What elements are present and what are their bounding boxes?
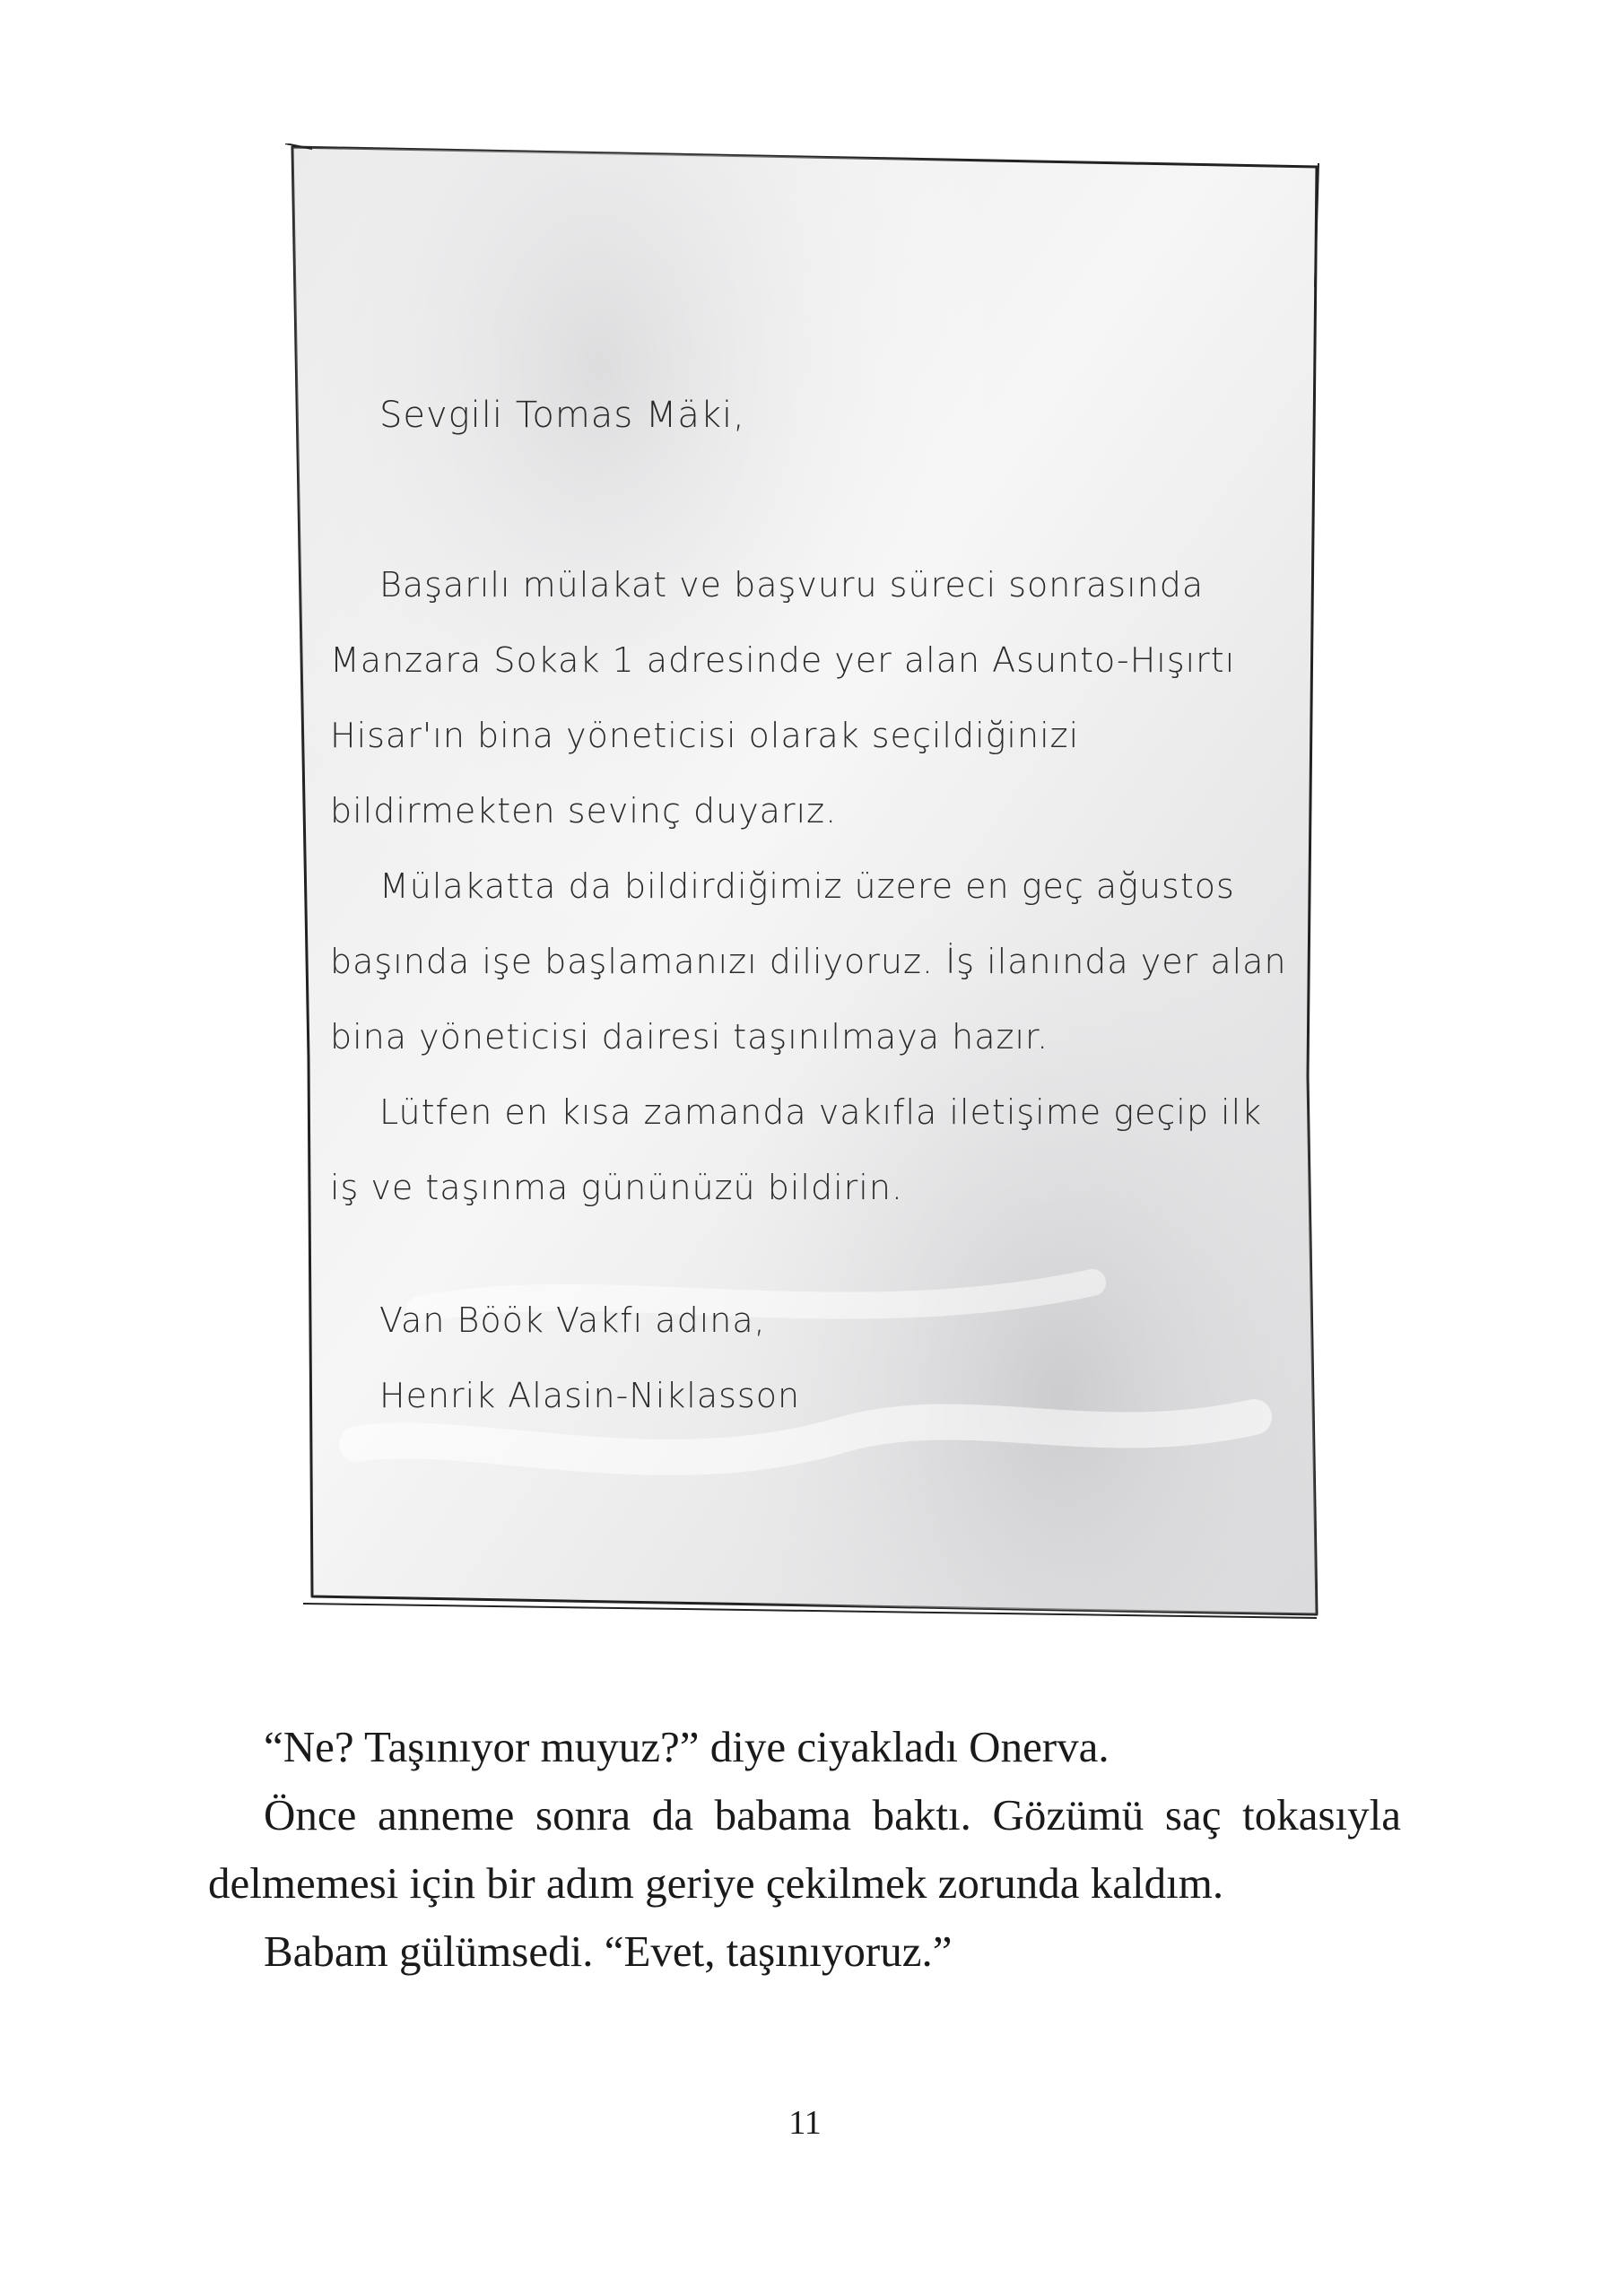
letter-paragraph: Mülakatta da bildirdiğimiz üzere en geç ağustos başında işe başlamanızı diliyoruz. İş ilanında yer alan bina yöneticisi dairesi taşınılmaya hazır. (330, 866, 1287, 1057)
letter-paragraph: Lütfen en kısa zamanda vakıfla iletişime geçip ilk iş ve taşınma gününüzü bildirin. (330, 1092, 1263, 1207)
letter-signature: Henrik Alasin-Niklasson (379, 1376, 801, 1415)
narrative-paragraph: “Ne? Taşınıyor muyuz?” diye ciyakladı Onerva. (264, 1722, 1110, 1771)
narrative-text (208, 1713, 1401, 1986)
letter-illustration (285, 144, 1326, 1632)
letter-paragraph: Başarılı mülakat ve başvuru süreci sonrasında Manzara Sokak 1 adresinde yer alan Asunto-Hışırtı Hisar'ın bina yöneticisi olarak seçildiğinizi bildirmekten sevinç duyarız. (330, 565, 1236, 831)
letter-greeting: Sevgili Tomas Mäki, (379, 395, 745, 436)
narrative-paragraph: Önce anneme sonra da babama baktı. Gözümü saç tokasıyla delmemesi için bir adım geriye çekilmek zorunda kaldım. (208, 1790, 1401, 1908)
narrative-paragraph: Babam gülümsedi. “Evet, taşınıyoruz.” (264, 1926, 953, 1976)
page-number: 11 (788, 2104, 822, 2142)
letter-closing: Van Böök Vakfı adına, (379, 1300, 766, 1340)
letter-text (285, 144, 1326, 1632)
letter-signature-block (379, 1283, 800, 1433)
letter-body (330, 547, 1290, 1225)
